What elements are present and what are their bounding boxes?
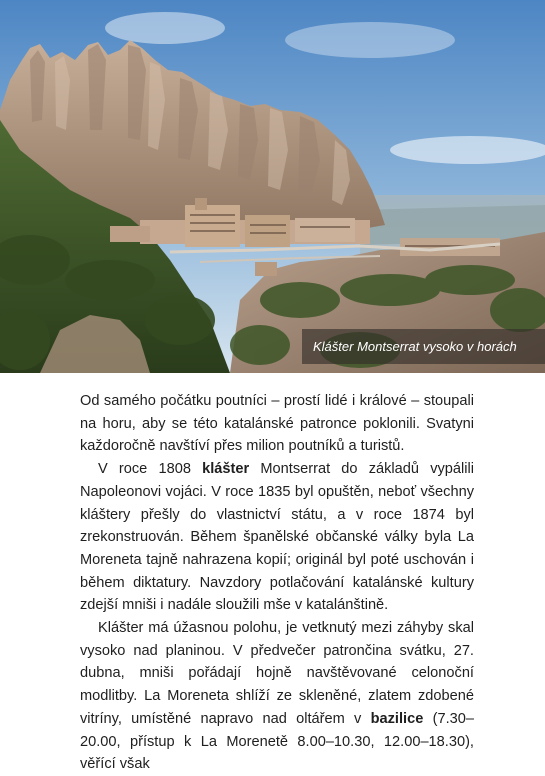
paragraph-3-start: Klášter má úžasnou polohu, je vetknutý mezi záhyby skal vysoko nad planinou. V předvečer patrončina svátku, 27. dubna, mniši pořádají hojně navštěvované celonoční modlitby. La Moreneta shlíží ze skleněné, zlatem zdobené vitríny, umístěné napravo nad oltářem v [80,620,474,727]
monastery-photo [0,0,545,373]
keyword-klaster: klášter [202,461,250,478]
montserrat-landscape-illustration [0,0,545,373]
keyword-bazilika: bazilice [370,710,424,727]
paragraph-2-rest: Montserrat do základů vypálili Napoleonovi vojáci. V roce 1835 byl opuštěn, neboť všechny kláštery přešly do vlastnictví státu, a v roce 1874 byl zrekonstruován. Během španělské občanské války byla La Moreneta tajně nahrazena kopií; originál byl poté uschován i během diktatury. Navzdory potlačování katalánské kultury zdejší mniši i nadále sloužili mše v katalánštině. [80,461,474,614]
paragraph-3 [80,617,474,776]
paragraph-2 [80,458,474,617]
paragraph-3-rest: (7.30–20.00, přístup k La Morenetě 8.00–10.30, 12.00–18.30), věřící však [80,710,474,773]
paragraph-1: Od samého počátku poutníci – prostí lidé i králové – stoupali na horu, aby se této katalánské patronce poklonili. Svatyni každoročně navštíví přes milion poutníků a turistů. [80,393,474,455]
paragraph-2-start: V roce 1808 [98,461,203,478]
photo-caption: Klášter Montserrat vysoko v horách [302,329,545,364]
article-body [80,390,474,776]
